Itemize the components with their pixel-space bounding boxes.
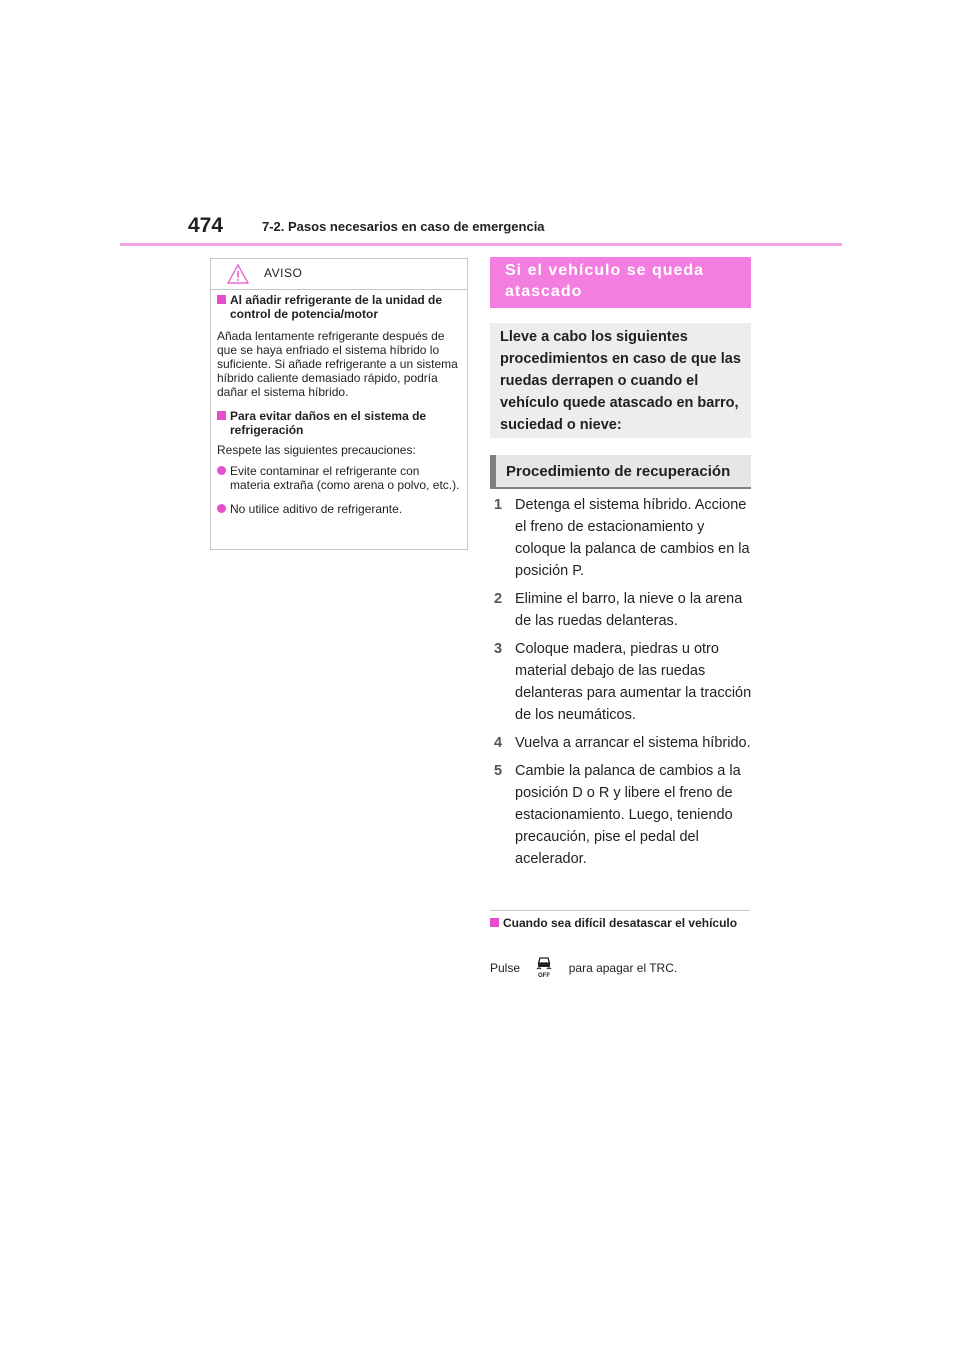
procedure-steps [490, 494, 752, 876]
step-item [490, 588, 752, 632]
note-text-before: Pulse [490, 961, 521, 975]
warning-triangle-icon [227, 264, 249, 284]
step-item [490, 494, 752, 582]
step-number: 1 [494, 497, 503, 513]
step-number: 2 [494, 591, 503, 607]
step-number: 5 [494, 763, 503, 779]
warning-heading-damage: Para evitar daños en el sistema de refrigeración [217, 409, 461, 437]
note-heading: Cuando sea difícil desatascar el vehículo [490, 916, 750, 930]
warning-bullet: No utilice aditivo de refrigerante. [217, 502, 461, 516]
step-text: Coloque madera, piedras u otro material debajo de las ruedas delanteras para aumentar la tracción de los neumáticos. [515, 641, 752, 723]
step-text: Cambie la palanca de cambios a la posición D o R y libere el freno de estacionamiento. Luego, teniendo precaución, pise el pedal del acelerador. [515, 763, 741, 867]
note-text [490, 956, 677, 978]
warning-paragraph: Respete las siguientes precauciones: [217, 443, 416, 457]
trc-off-icon [533, 956, 555, 978]
note-text-after: para apagar el TRC. [568, 961, 678, 975]
warning-body [217, 293, 461, 516]
note-divider [490, 910, 750, 911]
warning-heading-coolant: Al añadir refrigerante de la unidad de control de potencia/motor [217, 293, 461, 321]
step-item [490, 732, 752, 754]
trc-off-label: OFF [538, 973, 551, 978]
step-number: 4 [494, 735, 503, 751]
warning-bullet: Evite contaminar el refrigerante con materia extraña (como arena o polvo, etc.). [217, 464, 461, 492]
page-number: 474 [188, 214, 224, 237]
warning-header [211, 259, 467, 290]
step-text: Detenga el sistema híbrido. Accione el freno de estacionamiento y coloque la palanca de cambios en la posición P. [515, 497, 750, 579]
warning-label: AVISO [264, 266, 303, 280]
step-item [490, 638, 752, 726]
warning-box [210, 258, 468, 550]
stuck-vehicle-title: Si el vehículo se queda atascado [490, 257, 751, 308]
intro-box: Lleve a cabo los siguientes procedimientos en caso de que las ruedas derrapen o cuando el vehículo quede atascado en barro, suciedad o nieve: [490, 323, 751, 438]
header-rule [120, 243, 842, 246]
section-title: 7-2. Pasos necesarios en caso de emergencia [262, 219, 545, 234]
page-header [0, 0, 960, 250]
procedure-title: Procedimiento de recuperación [490, 455, 751, 489]
warning-paragraph: Añada lentamente refrigerante después de que se haya enfriado el sistema híbrido lo suficiente. Si añade refrigerante a un sistema híbrido caliente demasiado rápido, podría dañar el sistema híbrido. [217, 329, 458, 399]
step-item [490, 760, 752, 870]
step-text: Vuelva a arrancar el sistema híbrido. [515, 735, 751, 751]
step-number: 3 [494, 641, 503, 657]
step-text: Elimine el barro, la nieve o la arena de las ruedas delanteras. [515, 591, 743, 629]
